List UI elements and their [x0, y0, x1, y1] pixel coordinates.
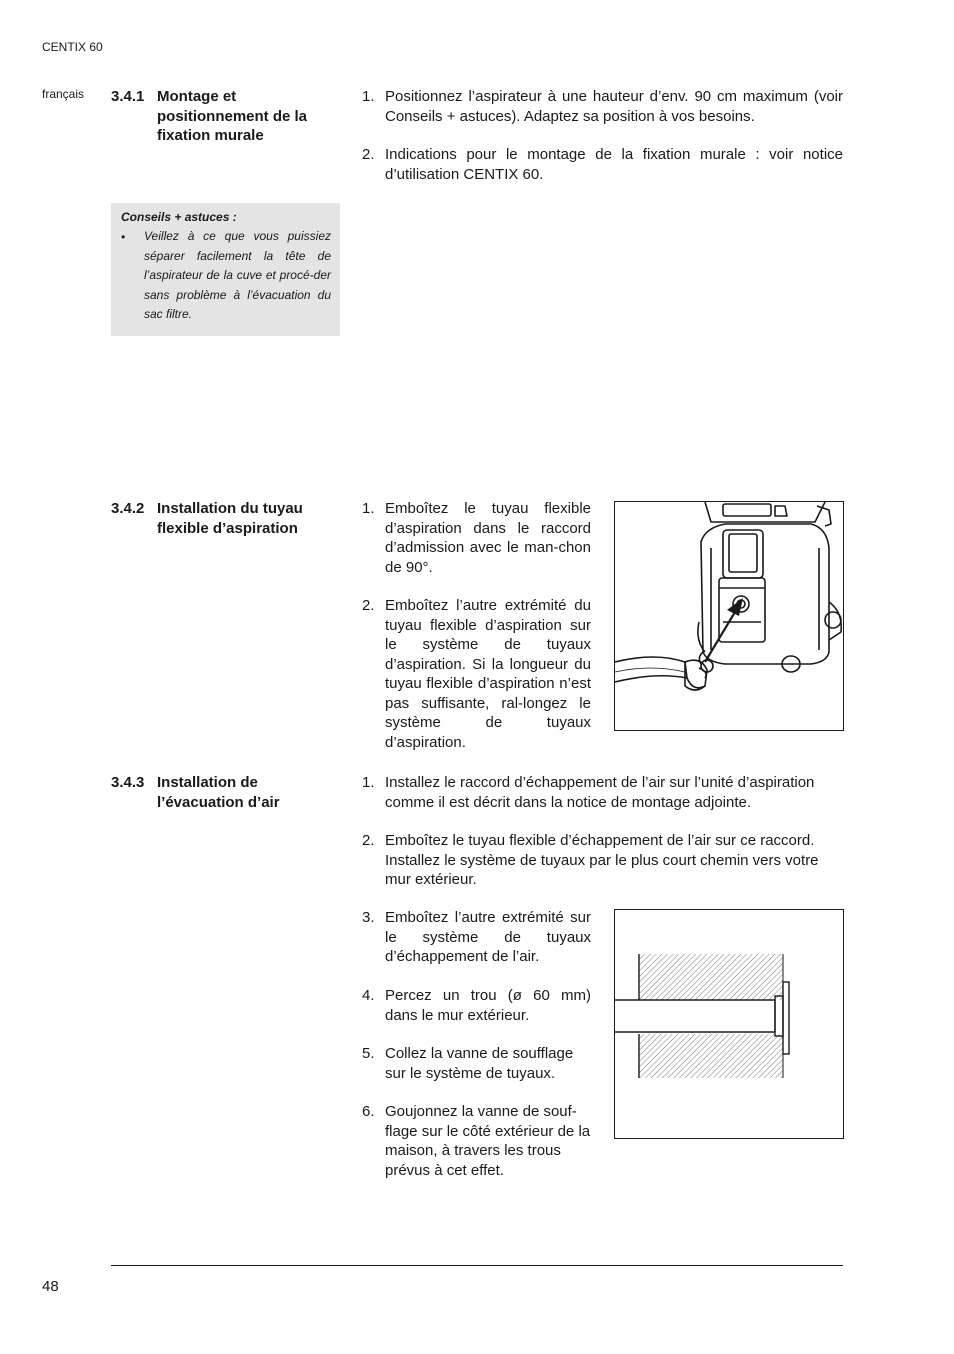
- section-number: 3.4.3: [111, 774, 145, 791]
- section-number: 3.4.2: [111, 500, 145, 517]
- page-header: CENTIX 60: [42, 40, 103, 54]
- step-number: 2.: [362, 832, 375, 849]
- step-text: Installez le raccord d’échappement de l’air sur l’unité d’aspiration comme il est décrit dans la notice de montage adjointe.: [385, 774, 815, 811]
- tips-heading: Conseils + astuces :: [121, 210, 237, 224]
- step-number: 5.: [362, 1045, 375, 1062]
- section-3-4-3-heading: [111, 773, 341, 813]
- step-text: Indications pour le montage de la fixation murale : voir notice d’utilisation CENTIX 60.: [385, 146, 843, 183]
- vacuum-drawing: [615, 502, 843, 730]
- step-number: 2.: [362, 597, 375, 614]
- step-number: 1.: [362, 88, 375, 105]
- page-number: 48: [42, 1278, 59, 1295]
- step-number: 2.: [362, 146, 375, 163]
- wall-section-illustration: [614, 909, 844, 1139]
- step-text: Emboîtez le tuyau flexible d’échappement de l’air sur ce raccord. Installez le système de tuyaux par le plus court chemin vers votre mur extérieur.: [385, 832, 819, 888]
- step-text: Positionnez l’aspirateur à une hauteur d’env. 90 cm maximum (voir Conseils + astuces). Adaptez sa position à vos besoins.: [385, 88, 843, 125]
- step-text: Percez un trou (ø 60 mm) dans le mur extérieur.: [385, 987, 591, 1024]
- step-text: Emboîtez le tuyau flexible d’aspiration dans le raccord d’admission avec le man-chon de 90°.: [385, 500, 591, 576]
- step-number: 3.: [362, 909, 375, 926]
- footer-rule: [111, 1265, 843, 1266]
- step-text: Collez la vanne de soufflage sur le système de tuyaux.: [385, 1045, 574, 1082]
- tips-bullet: •: [121, 230, 126, 244]
- wall-drawing: [615, 910, 843, 1138]
- step-text: Goujonnez la vanne de souf-flage sur le côté extérieur de la maison, à travers les trous prévus à cet effet.: [385, 1103, 591, 1179]
- step-text: Emboîtez l’autre extrémité sur le système de tuyaux d’échappement de l’air.: [385, 909, 591, 965]
- tips-box: [111, 203, 340, 336]
- section-3-4-1-heading: [111, 87, 341, 147]
- vacuum-hose-illustration: [614, 501, 844, 731]
- section-title: Installation du tuyau flexible d’aspiration: [157, 500, 303, 537]
- step-text: Emboîtez l’autre extrémité du tuyau flexible d’aspiration sur le système de tuyaux d’aspiration. Si la longueur du tuyau flexible d’aspiration n’est pas suffisante, ral-longez le système de tuyaux d’aspiration.: [385, 597, 591, 751]
- section-3-4-2-heading: [111, 499, 341, 539]
- step-number: 1.: [362, 774, 375, 791]
- language-label: français: [42, 87, 85, 101]
- section-number: 3.4.1: [111, 88, 145, 105]
- step-number: 4.: [362, 987, 375, 1004]
- step-number: 6.: [362, 1103, 375, 1120]
- section-title: Installation de l’évacuation d’air: [157, 774, 280, 811]
- section-title: Montage et positionnement de la fixation murale: [157, 88, 308, 144]
- step-number: 1.: [362, 500, 375, 517]
- tips-text: Veillez à ce que vous puissiez séparer facilement la tête de l’aspirateur de la cuve et procé-der sans problème à l’évacuation du sac filtre.: [144, 229, 331, 321]
